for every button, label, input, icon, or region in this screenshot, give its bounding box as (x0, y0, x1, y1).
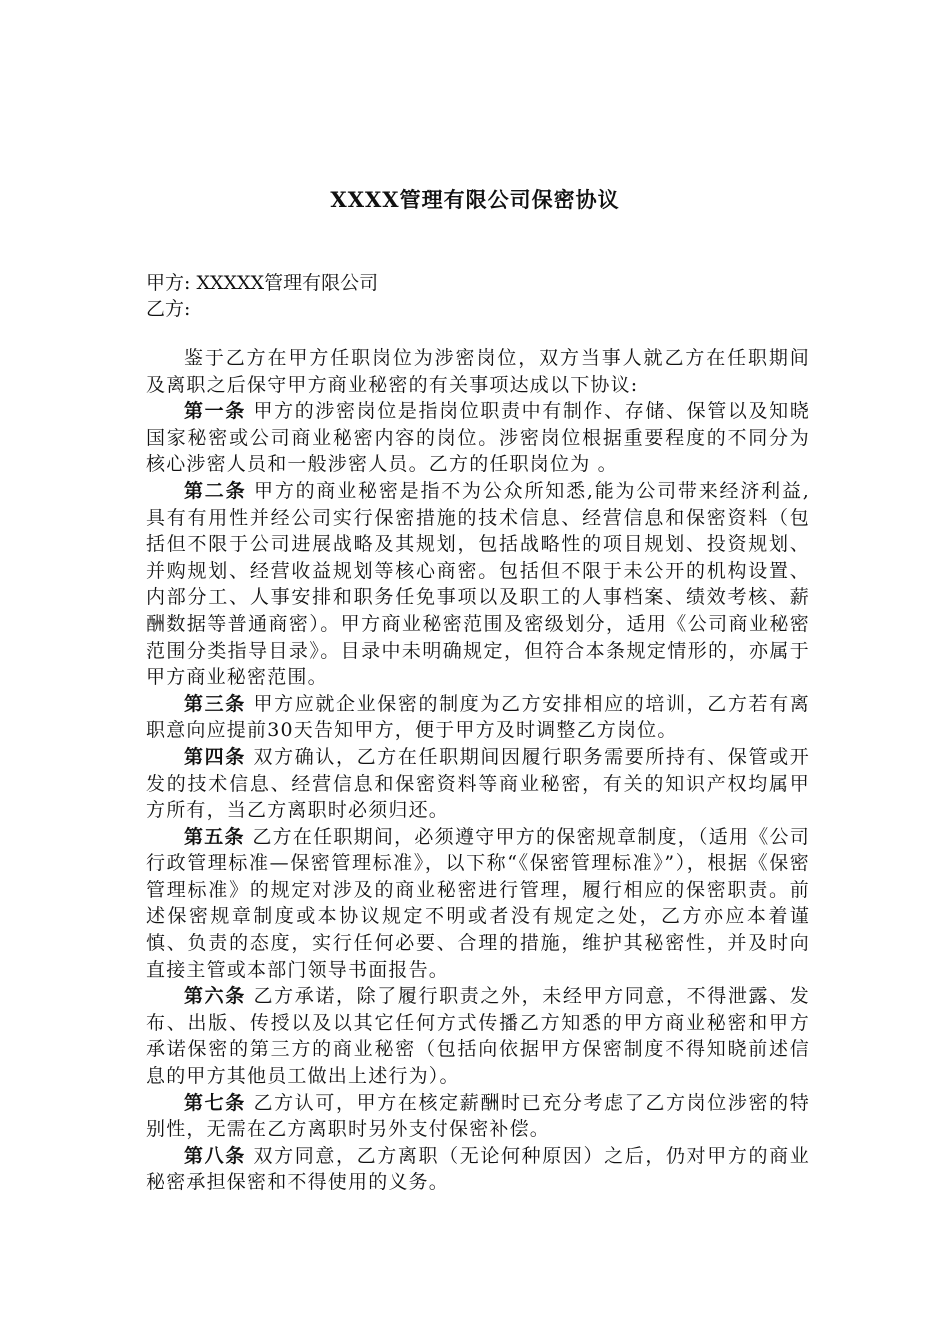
article-label: 第六条 (184, 985, 246, 1008)
article-label: 第八条 (184, 1144, 246, 1167)
article-8 (146, 1143, 810, 1196)
article-text: 乙方承诺，除了履行职责之外，未经甲方同意，不得泄露、发布、出版、传授以及以其它任何方式传播乙方知悉的甲方商业秘密和甲方承诺保密的第三方的商业秘密（包括向依据甲方保密制度不得知晓前述信息的甲方其他员工做出上述行为）。 (146, 985, 810, 1088)
article-7 (146, 1090, 810, 1143)
article-5 (146, 824, 810, 984)
preamble-paragraph: 鉴于乙方在甲方任职岗位为涉密岗位，双方当事人就乙方在任职期间及离职之后保守甲方商业秘密的有关事项达成以下协议: (146, 347, 810, 396)
article-text: 甲方的涉密岗位是指岗位职责中有制作、存储、保管以及知晓国家秘密或公司商业秘密内容的岗位。涉密岗位根据重要程度的不同分为核心涉密人员和一般涉密人员。乙方的任职岗位为 。 (146, 400, 810, 476)
article-label: 第七条 (184, 1091, 246, 1114)
document-title: XXXX管理有限公司保密协议 (330, 187, 620, 212)
article-text: 甲方应就企业保密的制度为乙方安排相应的培训，乙方若有离职意向应提前30天告知甲方，便于甲方及时调整乙方岗位。 (146, 692, 810, 742)
article-label: 第三条 (184, 692, 246, 715)
article-text: 双方同意，乙方离职（无论何种原因）之后，仍对甲方的商业秘密承担保密和不得使用的义务。 (146, 1144, 810, 1194)
article-label: 第五条 (184, 825, 245, 848)
article-3 (146, 691, 810, 744)
article-label: 第四条 (184, 745, 246, 768)
article-6 (146, 983, 810, 1089)
parties-block (146, 270, 806, 322)
party-a-line: 甲方: XXXXX管理有限公司 (146, 272, 379, 294)
article-4 (146, 744, 810, 824)
article-text: 甲方的商业秘密是指不为公众所知悉,能为公司带来经济利益,具有有用性并经公司实行保密措施的技术信息、经营信息和保密资料（包括但不限于公司进展战略及其规划，包括战略性的项目规划、投资规划、并购规划、经营收益规划等核心商密。包括但不限于未公开的机构设置、内部分工、人事安排和职务任免事项以及职工的人事档案、绩效考核、薪酬数据等普通商密）。甲方商业秘密范围及密级划分，适用《公司商业秘密范围分类指导目录》。目录中未明确规定，但符合本条规定情形的，亦属于甲方商业秘密范围。 (146, 479, 810, 689)
article-text: 乙方在任职期间，必须遵守甲方的保密规章制度，（适用《公司行政管理标准—保密管理标准》，以下称“《保密管理标准》”），根据《保密管理标准》的规定对涉及的商业秘密进行管理，履行相应的保密职责。前述保密规章制度或本协议规定不明或者没有规定之处，乙方亦应本着谨慎、负责的态度，实行任何必要、合理的措施，维护其秘密性，并及时向直接主管或本部门领导书面报告。 (146, 825, 810, 981)
article-1 (146, 398, 810, 478)
party-b-line: 乙方: (146, 298, 191, 320)
agreement-body (146, 345, 810, 1196)
article-2 (146, 478, 810, 691)
article-text: 乙方认可，甲方在核定薪酬时已充分考虑了乙方岗位涉密的特别性，无需在乙方离职时另外支付保密补偿。 (146, 1091, 810, 1141)
article-text: 双方确认，乙方在任职期间因履行职务需要所持有、保管或开发的技术信息、经营信息和保密资料等商业秘密，有关的知识产权均属甲方所有，当乙方离职时必须归还。 (146, 745, 810, 822)
article-label: 第一条 (184, 400, 246, 423)
article-label: 第二条 (184, 479, 247, 502)
